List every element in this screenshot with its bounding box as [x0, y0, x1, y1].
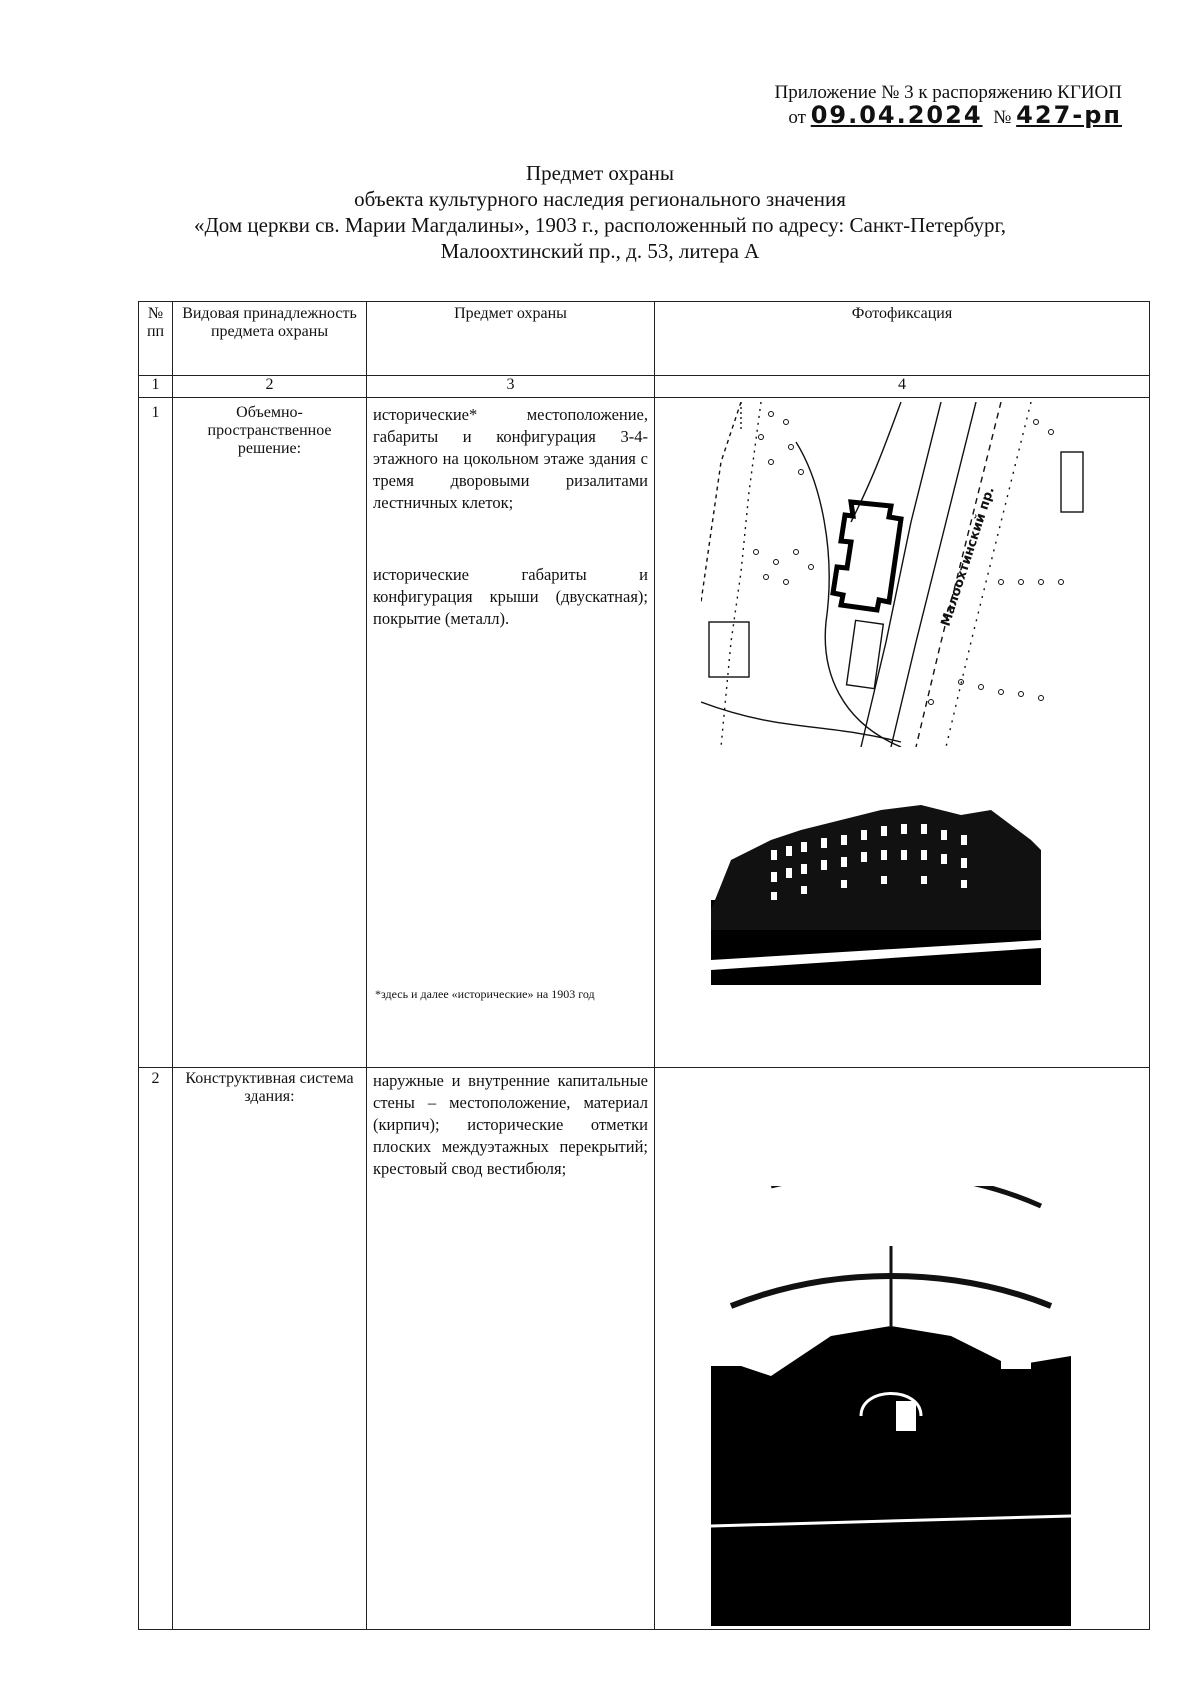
- vestibule-photo: [711, 1186, 1071, 1626]
- col-number-1: 1: [139, 376, 173, 398]
- column-number-row: [139, 376, 1150, 398]
- document-title: [0, 160, 1200, 264]
- number-prefix: №: [993, 107, 1012, 128]
- row-2-subject-a: наружные и внутренние капитальные стены – местоположение, материал (кирпич); исторические отметки плоских междуэтажных перекрытий; крестовый свод вестибюля;: [373, 1071, 648, 1178]
- row-1-photos: [655, 398, 1150, 1068]
- row-2-photos: [655, 1068, 1150, 1630]
- header-num: № пп: [139, 302, 173, 376]
- row-1-num: 1: [139, 398, 173, 1068]
- from-prefix: от: [788, 107, 806, 128]
- building-photo: [711, 780, 1041, 985]
- row-1-subject-a: исторические* местоположение, габариты и конфигурация 3-4-этажного на цокольном этаже здания с тремя дворовыми ризалитами лестничных клеток;: [373, 405, 648, 512]
- header-type: Видовая принадлежность предмета охраны: [173, 302, 367, 376]
- title-line-1: Предмет охраны: [525, 161, 675, 185]
- table-row: [139, 1068, 1150, 1630]
- handwritten-number: 427-рп: [1016, 101, 1122, 129]
- row-2-num: 2: [139, 1068, 173, 1630]
- row-1-subject: [367, 398, 655, 1068]
- col-number-4: 4: [655, 376, 1150, 398]
- table-header-row: [139, 302, 1150, 376]
- title-line-4: Малоохтинский пр., д. 53, литера А: [440, 239, 760, 263]
- appendix-date-number: [774, 101, 1122, 134]
- table-row: [139, 398, 1150, 1068]
- row-1-footnote: *здесь и далее «исторические» на 1903 год: [375, 987, 595, 1001]
- map-street-label: Малоохтинский пр.: [938, 485, 998, 629]
- site-plan-map: [701, 402, 1121, 747]
- row-2-subject: [367, 1068, 655, 1630]
- handwritten-date: 09.04.2024: [810, 101, 983, 129]
- header-subject: Предмет охраны: [367, 302, 655, 376]
- row-1-subject-b: исторические габариты и конфигурация крыши (двускатная); покрытие (металл).: [373, 565, 648, 628]
- title-line-3: «Дом церкви св. Марии Магдалины», 1903 г., расположенный по адресу: Санкт-Петербург,: [193, 213, 1007, 237]
- appendix-title: Приложение № 3 к распоряжению КГИОП: [774, 82, 1122, 103]
- row-2-type: Конструктивная система здания:: [173, 1068, 367, 1630]
- protection-table: [138, 301, 1150, 1630]
- col-number-3: 3: [367, 376, 655, 398]
- title-line-2: объекта культурного наследия регионального значения: [354, 187, 846, 211]
- header-photo: Фотофиксация: [655, 302, 1150, 376]
- col-number-2: 2: [173, 376, 367, 398]
- appendix-header: [774, 82, 1122, 134]
- row-1-type: Объемно-пространственное решение:: [173, 398, 367, 1068]
